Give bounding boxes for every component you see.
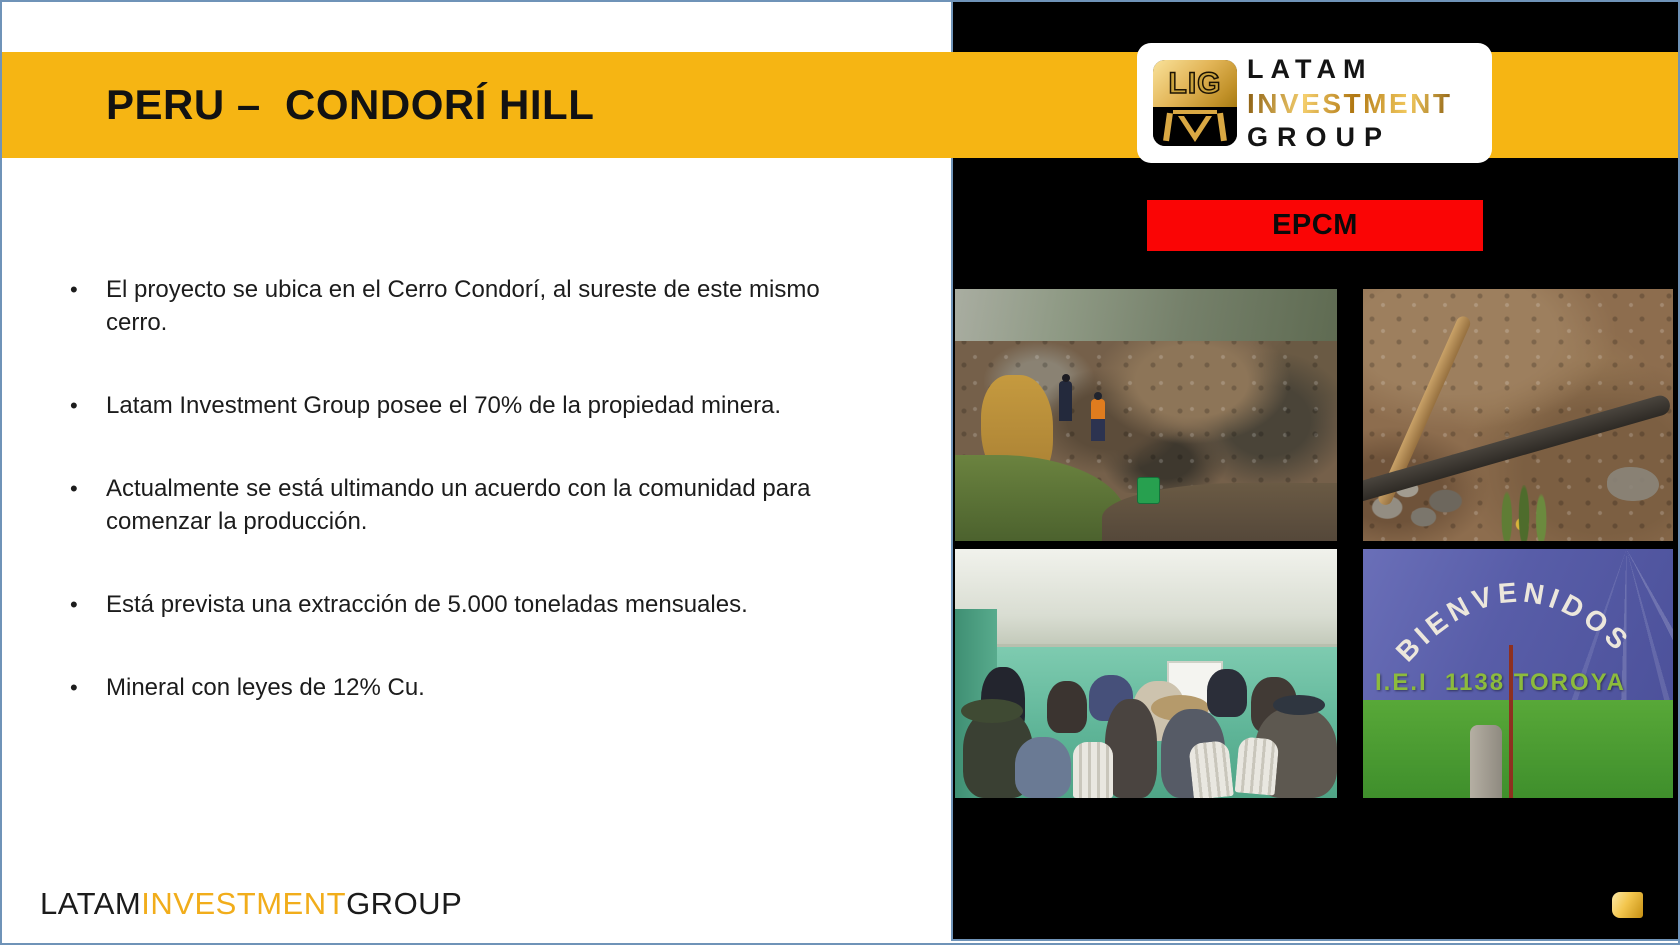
photo-pickaxe-ground (1363, 289, 1673, 541)
bullet-marker (70, 671, 106, 704)
bullet-list (70, 273, 842, 754)
list-item (70, 472, 842, 538)
list-item (70, 389, 842, 422)
bullet-text: Latam Investment Group posee el 70% de la propiedad minera. (106, 392, 782, 419)
plastic-chair (1073, 742, 1113, 798)
lig-monogram-top (1153, 60, 1237, 107)
grass-tuft (1481, 485, 1567, 541)
green-bag (1137, 477, 1160, 504)
bullet-text: Actualmente se está ultimando un acuerdo con la comunidad para comenzar la producción. (106, 475, 811, 535)
lig-monogram-bottom (1153, 107, 1237, 146)
sign-caption: I.E.I 1138 TOROYA (1375, 669, 1626, 696)
footer-group: GROUP (346, 886, 463, 921)
photo-mining-outcrop (955, 289, 1337, 541)
list-item (70, 588, 842, 621)
list-item (70, 671, 842, 704)
photo-welcome-sign (1363, 549, 1673, 798)
sign-arc-text: BIENVENIDOS (1389, 576, 1638, 668)
logo-wordmark (1247, 53, 1452, 154)
bullet-marker (70, 588, 106, 621)
lig-logo-icon (1153, 60, 1237, 146)
sign-green-field (1363, 700, 1673, 798)
person-orange-vest (1091, 399, 1105, 419)
logo-word-group: GROUP (1247, 121, 1392, 152)
hill-vegetation (955, 289, 1337, 341)
plastic-chair (1235, 736, 1280, 795)
logo-word-investment: INVESTMENT (1247, 87, 1453, 119)
epcm-banner: EPCM (1147, 200, 1483, 251)
bullet-text: Mineral con leyes de 12% Cu. (106, 674, 425, 701)
logo-word-latam: LATAM (1247, 53, 1373, 84)
company-logo-card (1137, 43, 1492, 163)
photo-community-meeting (955, 549, 1337, 798)
bullet-marker (70, 472, 106, 538)
footer-wordmark (40, 886, 462, 922)
bullet-marker (70, 389, 106, 422)
bullet-marker (70, 273, 106, 339)
footer-latam: LATAM (40, 886, 142, 921)
svg-text:BIENVENIDOS (1390, 576, 1637, 667)
ceiling (955, 549, 1337, 647)
gray-pillar (1470, 725, 1502, 798)
stone (1607, 467, 1659, 501)
gold-corner-icon (1612, 892, 1643, 918)
bullet-text: El proyecto se ubica en el Cerro Condorí, al sureste de este mismo cerro. (106, 276, 820, 336)
lig-monogram-text: LIG (1168, 66, 1222, 100)
list-item (70, 273, 842, 339)
footer-investment: INVESTMENT (141, 886, 347, 921)
person-figure (1059, 381, 1072, 421)
plastic-chair (1188, 740, 1234, 798)
bullet-text: Está prevista una extracción de 5.000 toneladas mensuales. (106, 591, 748, 618)
page-title: PERU – CONDORÍ HILL (106, 81, 595, 128)
